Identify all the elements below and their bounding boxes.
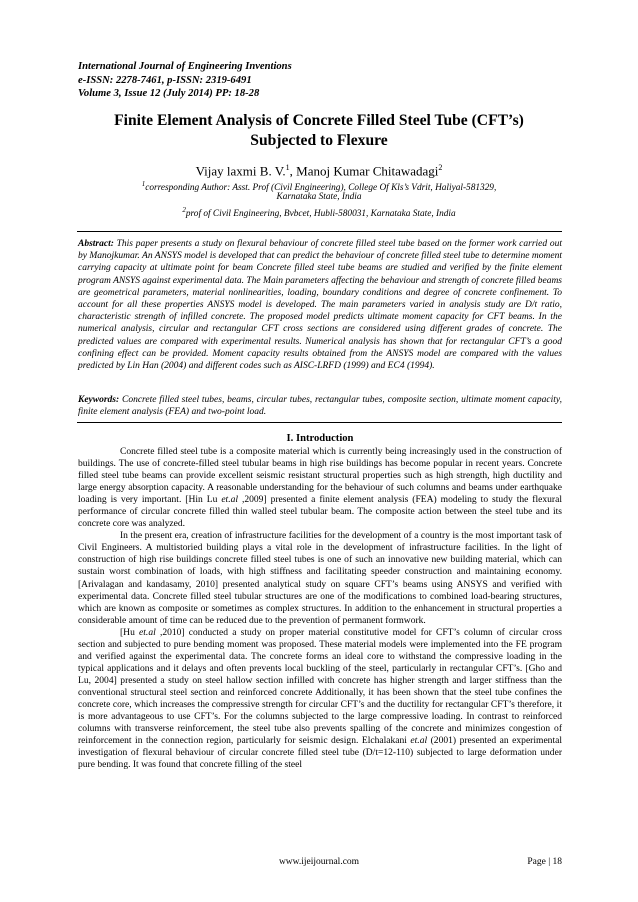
affiliation-1-text: corresponding Author: Asst. Prof (Civil Engineering), College Of Kls’s Vdrit, Haliyal-581329,	[145, 183, 497, 194]
paragraph-3-text-a: [Hu	[120, 626, 140, 638]
affiliation-2-superscript: 2	[182, 206, 186, 214]
keywords-text: Concrete filled steel tubes, beams, circular tubes, rectangular tubes, composite section, ultimate moment capacity, finite element analysis (FEA) and two-point load.	[78, 395, 562, 418]
journal-issn: e-ISSN: 2278-7461, p-ISSN: 2319-6491	[78, 74, 252, 86]
affiliation-1-location: Karnataka State, India	[276, 192, 362, 202]
author-2-superscript: 2	[438, 163, 443, 172]
citation-etal: et.al	[221, 494, 239, 506]
keywords	[78, 394, 562, 418]
paragraph-3-text-c: (2001) presented an experimental investigation of flexural behaviour of circular concrete filled steel tube (D/t=12-110) subjected to large deformation under pure bending. It was found that concrete filling of the steel	[78, 735, 562, 771]
journal-name: International Journal of Engineering Inventions	[78, 61, 292, 72]
page-number: Page | 18	[527, 857, 562, 867]
affiliation-2	[60, 204, 578, 221]
title-line-1: Finite Element Analysis of Concrete Filled Steel Tube (CFT’s)	[114, 112, 524, 129]
journal-header	[78, 60, 578, 101]
top-rule	[77, 231, 562, 232]
introduction-body	[78, 446, 562, 771]
paragraph-1-text-a: Concrete filled steel tube is a composite material which is currently being increasingly used in the construction of buildings. The use of concrete-filled steel tubular beams in high rise buildings has become popular in recent years. Concrete filled steel tube beams can provide excellent seismic resistant structural properties such as high strength, high ductility and large energy absorption capacity. A reasonable understanding for the behaviour of such columns and beams under earthquake loading is very important. [Hin Lu	[78, 446, 562, 506]
title-line-2: Subjected to Flexure	[250, 132, 388, 149]
paragraph-2: In the present era, creation of infrastructure facilities for the development of a country is the most important task of Civil Engineers. A multistoried building plays a vital role in the development of infrastructure facilities. In the light of construction of high rise buildings concrete filled steel tubes is one of such an innovative new building material, which can sustain worst combination of loads, with high stiffness and facilitating speeder construction and maintaining economy. [Arivalagan and kandasamy, 2010] presented analytical study on square CFT’s beams using ANSYS and verified with experimental data. Concrete filled steel tubular structures are one of the modifications to combined load-bearing structures, which are known as composite or sometimes as complex structures. In addition to the enhancement in structural properties a considerable amount of time can be reduced due to the prevention of permanent formwork.	[78, 530, 562, 626]
author-1-superscript: 1	[285, 163, 290, 172]
citation-etal: et.al	[139, 626, 156, 638]
citation-etal: et.al	[410, 735, 428, 747]
paragraph-3-text-b: ,2010] conducted a study on proper material constitutive model for CFT’s column of circular cross section and subjected to pure bending moment was proposed. These material models were implemented into the FE program and verified against the experimental data. The concrete forms an ideal core to withstand the compressive loading in the typical applications and it delays and often prevents local buckling of the steel, particularly in rectangular CFT’s. [Gho and Lu, 2004] presented a study on steel hallow section infilled with concrete has higher strength and larger stiffness than the conventional structural steel section and reinforced concrete Additionally, it has been shown that the steel tube confines the concrete core, which increases the compressive strength for circular CFT’s and the ductility for rectangular CFT’s therefore, it is more advantageous to use CFT’s. For the columns subjected to the large compressive loading. In contrast to reinforced columns with transverse reinforcement, the steel tube also prevents spalling of the concrete and minimizes congestion of reinforcement in the connection region, particularly for seismic design. Elchalakani	[78, 626, 562, 747]
affiliation-1-superscript: 1	[141, 180, 146, 188]
keywords-label: Keywords:	[78, 395, 120, 405]
affiliation-2-text: prof of Civil Engineering, Bvbcet, Hubli-580031, Karnataka State, India	[185, 209, 456, 220]
author-separator: ,	[289, 163, 297, 179]
bottom-rule	[77, 422, 562, 423]
paragraph-1	[78, 446, 562, 530]
author-1: Vijay laxmi B. V.	[195, 163, 286, 179]
paragraph-3	[78, 627, 562, 772]
paper-title	[60, 111, 578, 151]
journal-volume: Volume 3, Issue 12 (July 2014) PP: 18-28	[78, 88, 260, 100]
paragraph-1-text-b: ,2009] presented a finite element analysis (FEA) modeling to study the flexural performance of circular concrete filled thin walled steel tubular beam. The composite action between the steel tube and its concrete core was analyzed.	[78, 494, 562, 530]
author-list	[60, 160, 578, 179]
abstract	[78, 238, 562, 372]
section-heading: I. Introduction	[286, 433, 354, 444]
abstract-label: Abstract:	[78, 239, 114, 249]
author-2: Manoj Kumar Chitawadagi	[296, 163, 439, 179]
footer-url: www.ijeijournal.com	[278, 857, 360, 867]
abstract-text: This paper presents a study on flexural behaviour of concrete filled steel tube based on the former work carried out by Manojkumar. An ANSYS model is developed that can predict the behaviour of concrete filled steel tube to determine moment carrying capacity at ultimate point for beam Concrete filled steel tube beams are studied and verified by the finite element program ANSYS against experimental data. The Main parameters affecting the behaviour and strength of concrete filled beams are geometrical parameters, material nonlinearities, loading, boundary conditions and degree of concrete confinement. To account for all these properties ANSYS model is developed. The main parameters varied in analysis study are D/t ratio, characteristic strength of infilled concrete. The proposed model predicts ultimate moment capacity for CFT beams. In the numerical analysis, circular and rectangular CFT cross sections are considered using different grades of concrete. The predicted values are compared with experimental results. Numerical analysis has shown that for rectangular CFT’s a good confining effect can be provided. Moment capacity results obtained from the ANSYS model are compared with the values predicted by Lin Han (2004) and different codes such as AISC-LRFD (1999) and EC4 (1994).	[78, 239, 563, 372]
